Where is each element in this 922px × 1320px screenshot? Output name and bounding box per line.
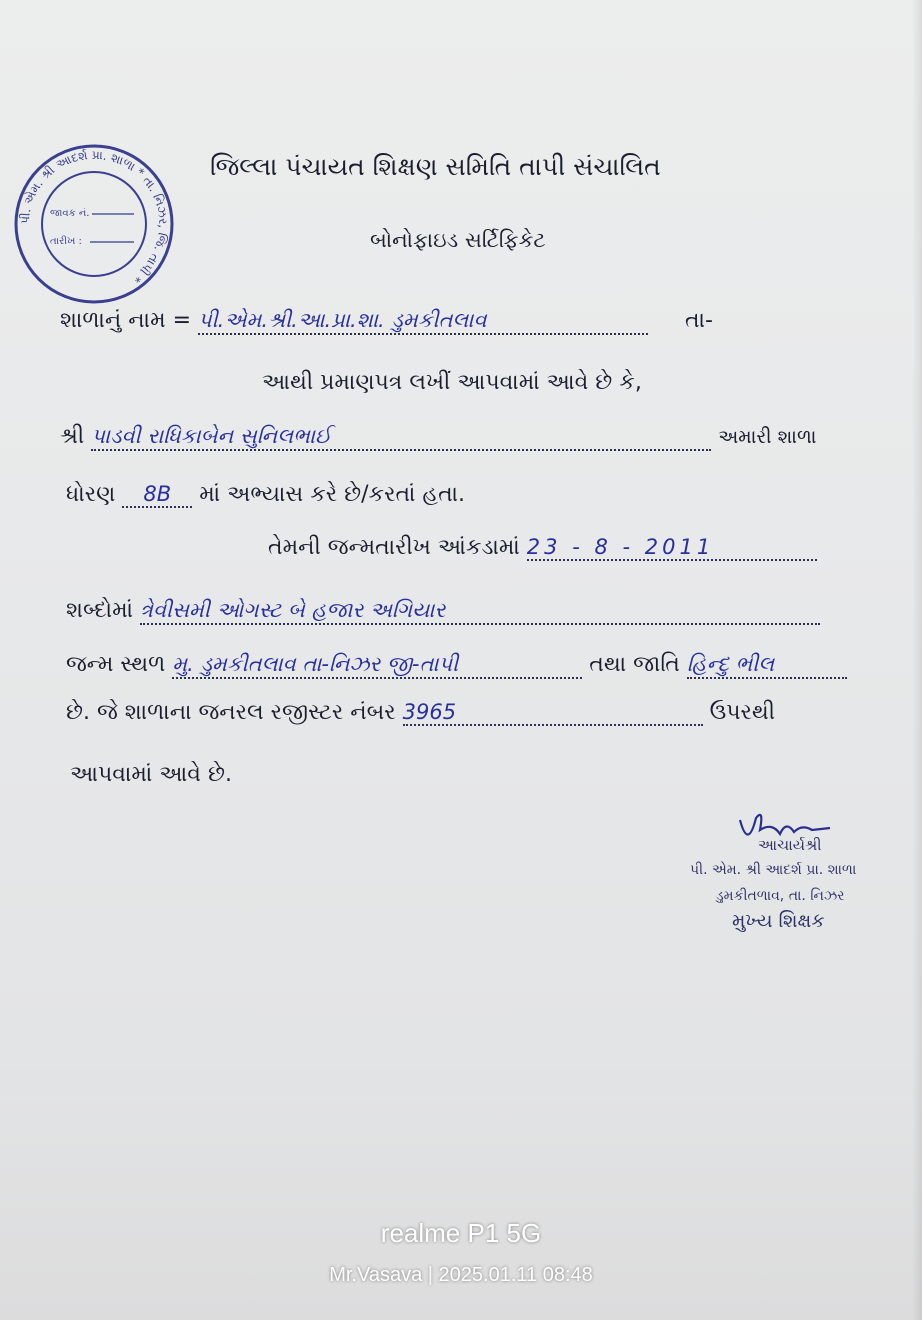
watermark-datetime: 2025.01.11 08:48	[438, 1264, 593, 1286]
student-name-value: પાડવી રાધિકાબેન સુનિલભાઈ	[91, 424, 711, 451]
school-name-label: શાળાનું નામ =	[60, 308, 192, 333]
certificate-subtitle: બોનોફાઇડ સર્ટિફિકેટ	[370, 228, 546, 252]
taluka-label: તા-	[685, 308, 713, 333]
standard-suffix: માં અભ્યાસ કરે છે/કરતાં હતા.	[199, 482, 466, 507]
stamp-inward-label: જાવક નં.	[50, 208, 90, 219]
student-name-row	[60, 424, 816, 451]
dob-words-label: શબ્દોમાં	[66, 598, 134, 623]
stamp-ring-text: પી. એમ. શ્રી આદર્શ પ્રા. શાળા * તા. નિઝર, જિ. તાપી *	[17, 147, 171, 286]
watermark-separator: |	[427, 1264, 439, 1286]
camera-owner-datetime	[0, 1264, 922, 1287]
shri-label: શ્રી	[60, 424, 85, 449]
caste-value: હિન્દુ ભીલ	[687, 652, 847, 679]
signature-title: આચાર્યશ્રી	[758, 836, 822, 854]
our-school-label: અમારી શાળા	[718, 426, 817, 448]
school-name-row	[60, 308, 713, 335]
dob-words-row	[66, 598, 820, 625]
from-label: ઉપરથી	[709, 700, 776, 725]
signature-line-2: ડુમકીતળાવ, તા. નિઝર	[716, 888, 845, 904]
signature-line-3: મુખ્ય શિક્ષક	[732, 910, 825, 932]
dob-value: 23 - 8 - 2011	[527, 535, 817, 561]
register-label: છે. જે શાળાના જનરલ રજીસ્ટર નંબર	[66, 700, 396, 725]
paper-edge-shadow	[912, 0, 922, 1320]
standard-row	[66, 482, 465, 508]
birthplace-row	[66, 652, 847, 679]
birthplace-label: જન્મ સ્થળ	[66, 652, 166, 677]
register-row	[66, 700, 775, 726]
watermark-owner: Mr.Vasava	[329, 1264, 423, 1286]
register-value: 3965	[403, 700, 703, 726]
caste-label: તથા જાતિ	[589, 652, 680, 677]
closing-text: આપવામાં આવે છે.	[70, 762, 232, 787]
school-stamp	[10, 140, 178, 308]
standard-label: ધોરણ	[66, 482, 116, 507]
dob-words-value: ત્રેવીસમી ઓગસ્ટ બે હજાર અગિયાર	[140, 598, 820, 625]
stamp-date-label: તારીખ :	[50, 236, 82, 247]
certificate-heading: જિલ્લા પંચાયત શિક્ષણ સમિતિ તાપી સંચાલિત	[210, 152, 661, 181]
birthplace-value: મુ. ડુમકીતલાવ તા-નિઝર જી-તાપી	[172, 652, 582, 679]
school-name-value: પી.એમ.શ્રી.આ.પ્રા.શા. ડુમકીતલાવ	[198, 308, 648, 335]
signature-line-1: પી. એમ. શ્રી આદર્શ પ્રા. શાળા	[690, 862, 857, 878]
dob-row	[268, 535, 817, 561]
camera-model-watermark: realme P1 5G	[380, 1218, 542, 1248]
dob-label: તેમની જન્મતારીખ આંકડામાં	[268, 535, 520, 560]
standard-value: 8B	[122, 482, 192, 508]
certification-statement: આથી પ્રમાણપત્ર લખીં આપવામાં આવે છે કે,	[262, 370, 642, 395]
